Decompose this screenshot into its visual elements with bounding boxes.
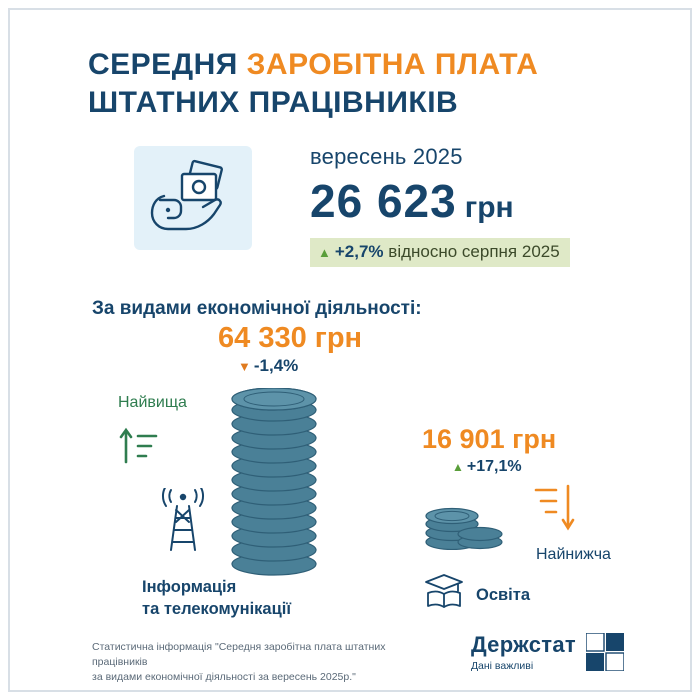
hero-delta-value: +2,7% xyxy=(334,242,384,261)
arrow-up-icon xyxy=(118,422,164,468)
coin-stack-small-icon xyxy=(422,496,506,550)
footnote-line2: за видами економічної діяльності за вересень 2025р." xyxy=(92,671,356,684)
coin-stack-large-icon xyxy=(226,388,322,576)
telecom-tower-icon xyxy=(158,488,220,554)
lowest-delta xyxy=(452,458,522,476)
brand-tagline: Дані важливі xyxy=(470,660,534,672)
hero-delta-badge xyxy=(310,238,570,267)
triangle-up-icon: ▲ xyxy=(318,245,331,260)
highest-activity-label xyxy=(142,576,291,621)
highest-delta xyxy=(238,356,298,376)
footnote-line1: Статистична інформація "Середня заробітна плата штатних працівників xyxy=(92,641,386,669)
section-heading: За видами економічної діяльності: xyxy=(92,298,422,319)
hero-block xyxy=(310,144,670,267)
highest-label: Найвища xyxy=(118,394,187,411)
arrow-down-icon xyxy=(530,480,576,536)
hand-money-icon xyxy=(134,146,252,250)
hero-delta-text: відносно серпня 2025 xyxy=(388,242,560,261)
lowest-value: 16 901 грн xyxy=(422,424,557,454)
highest-activity-line1: Інформація xyxy=(142,578,237,596)
brand-name: Держстат xyxy=(470,632,576,657)
brand-block xyxy=(471,632,624,672)
title-line1-part2: ЗАРОБІТНА ПЛАТА xyxy=(246,48,539,81)
infographic-frame xyxy=(8,8,692,692)
lowest-delta-value: +17,1% xyxy=(466,458,522,475)
lowest-activity-label: Освіта xyxy=(476,586,530,604)
footnote xyxy=(92,640,422,686)
triangle-down-icon: ▼ xyxy=(238,359,251,374)
hero-value-row xyxy=(310,174,670,228)
highest-value: 64 330 грн xyxy=(218,322,363,354)
derzhstat-logo-icon xyxy=(586,633,624,671)
hero-currency: грн xyxy=(464,191,514,224)
graduation-book-icon xyxy=(422,572,466,610)
highest-activity-line2: та телекомунікації xyxy=(142,600,291,619)
hero-value: 26 623 xyxy=(310,175,457,227)
title-line1-part1: СЕРЕДНЯ xyxy=(88,48,247,81)
lowest-label: Найнижча xyxy=(536,546,611,563)
page-title xyxy=(88,46,628,123)
triangle-up-icon: ▲ xyxy=(452,460,464,474)
highest-delta-value: -1,4% xyxy=(253,356,299,375)
title-line2: ШТАТНИХ ПРАЦІВНИКІВ xyxy=(88,86,459,120)
hero-month: вересень 2025 xyxy=(310,144,463,169)
